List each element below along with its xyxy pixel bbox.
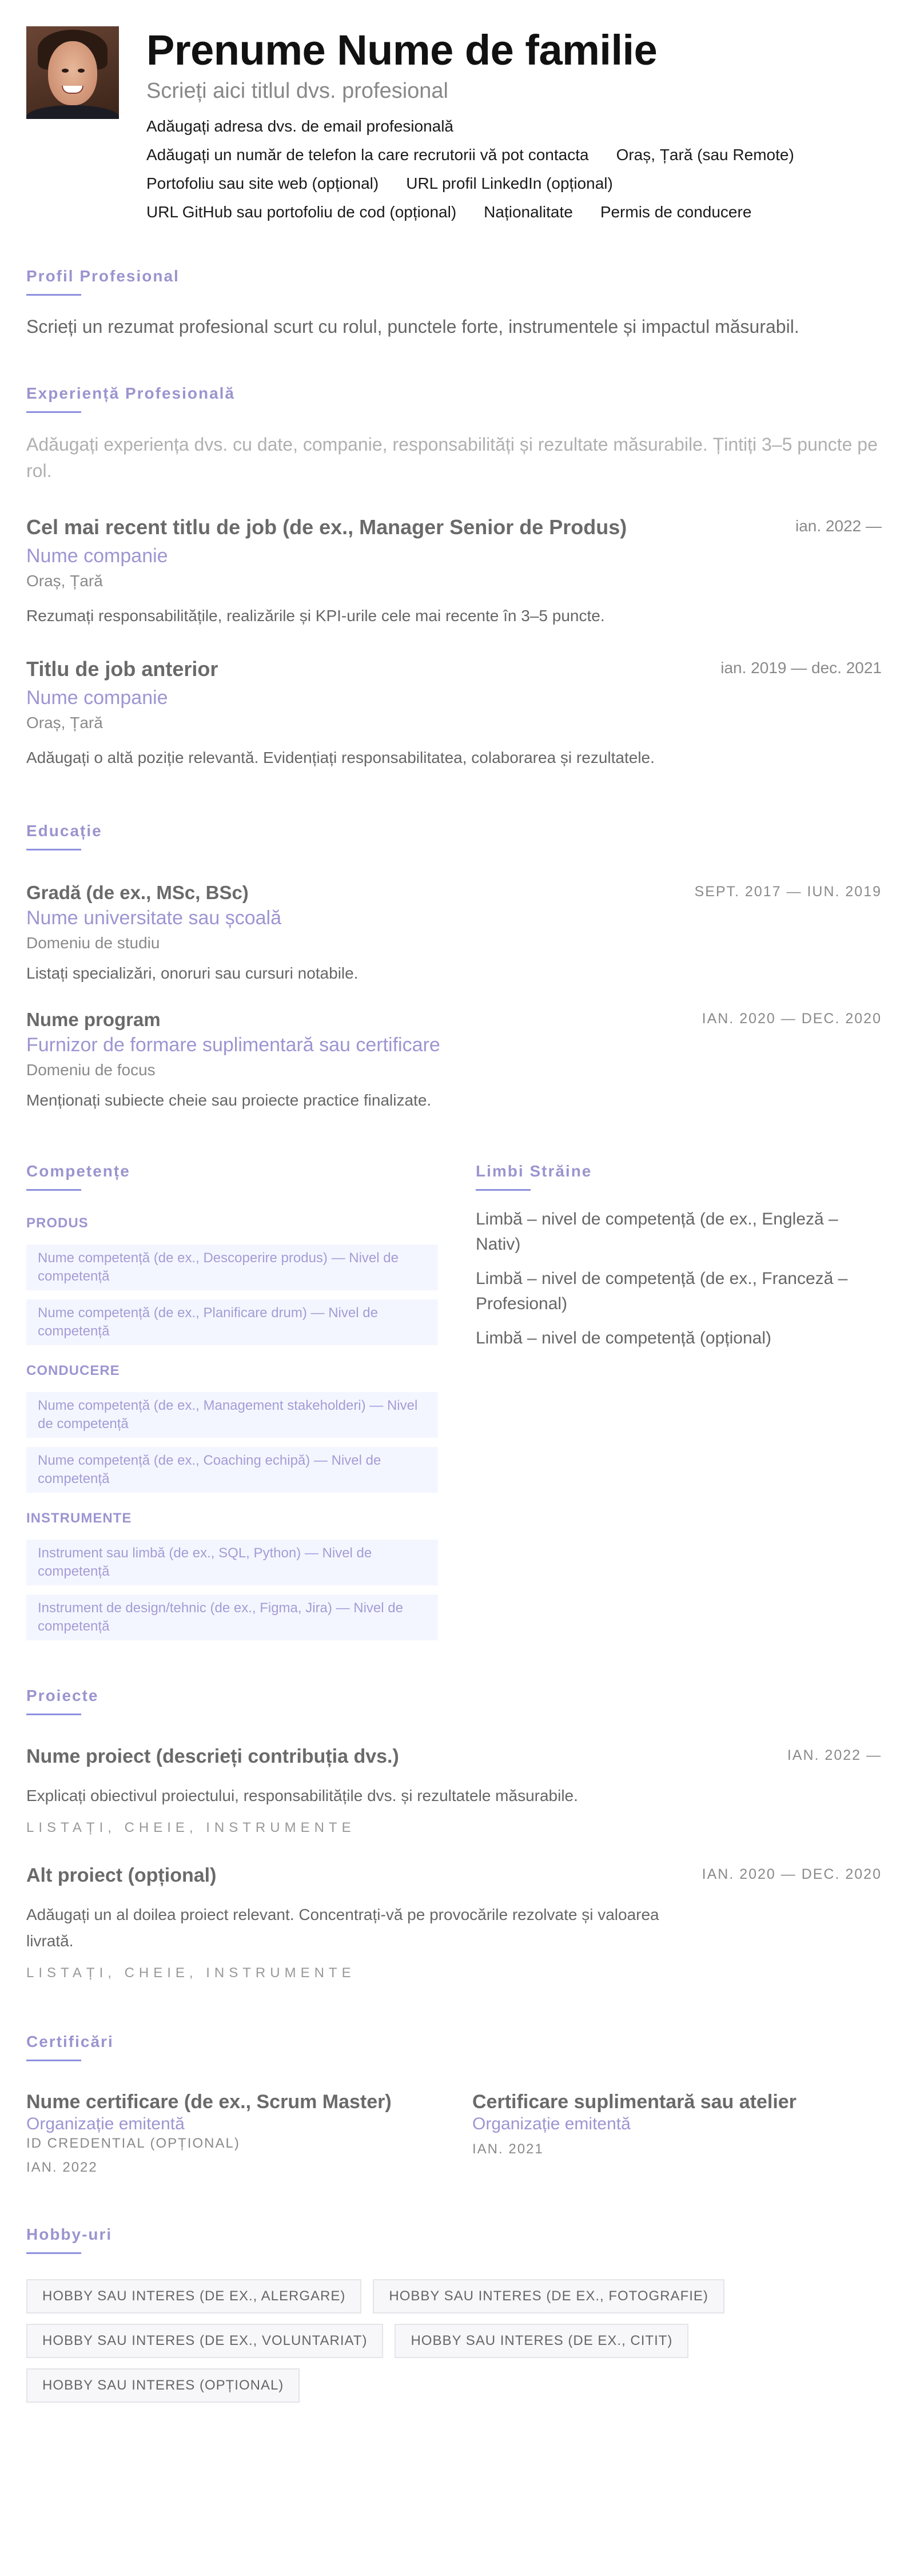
skills-languages-row — [26, 1162, 882, 1640]
certification-entry — [26, 2090, 472, 2177]
experience-entry — [26, 515, 882, 629]
hobby-list — [26, 2279, 770, 2413]
contact-row — [146, 117, 822, 136]
project-description: Explicați obiectivul proiectului, responsabilitățile dvs. și rezultatele măsurabile. — [26, 1787, 578, 1804]
section-underline — [26, 1714, 81, 1715]
section-education — [26, 821, 882, 1114]
company-name: Nume companie — [26, 545, 168, 567]
job-description: Rezumați responsabilitățile, realizările și KPI-urile cele mai recente în 3–5 puncte. — [26, 607, 605, 625]
contact-list — [146, 117, 822, 222]
experience-entry — [26, 657, 882, 771]
skill-chip: Nume competență (de ex., Planificare drum) — Nivel de competență — [26, 1299, 438, 1345]
entry-date: IAN. 2020 — DEC. 2020 — [702, 1011, 882, 1027]
entry-date: ian. 2022 — — [795, 517, 882, 535]
contact-email: Adăugați adresa dvs. de email profesională — [146, 117, 454, 135]
certifications-row — [26, 2090, 882, 2177]
section-title: Competențe — [26, 1162, 130, 1180]
entry-date: IAN. 2022 — — [787, 1747, 882, 1763]
section-underline — [26, 2060, 81, 2061]
job-description: Adăugați o altă poziție relevantă. Evidențiați responsabilitatea, colaborarea și rezultatele. — [26, 749, 655, 766]
section-experience — [26, 384, 882, 771]
skill-chip: Nume competență (de ex., Descoperire produs) — Nivel de competență — [26, 1245, 438, 1290]
skill-category: CONDUCERE — [26, 1363, 120, 1378]
issuing-organization: Organizație emitentă — [26, 2114, 185, 2133]
contact-row — [146, 202, 822, 222]
education-description: Listați specializări, onoruri sau cursuri notabile. — [26, 964, 359, 982]
entry-date: ian. 2019 — dec. 2021 — [720, 659, 882, 677]
header-info — [146, 26, 822, 231]
section-certifications — [26, 2032, 882, 2177]
section-title: Educație — [26, 822, 102, 840]
project-entry — [26, 1863, 882, 1983]
language-item: Limbă – nivel de competență (opțional) — [476, 1329, 771, 1347]
profile-summary: Scrieți un rezumat profesional scurt cu rolul, punctele forte, instrumentele și impactul măsurabil. — [26, 316, 799, 337]
section-title: Proiecte — [26, 1687, 99, 1704]
contact-linkedin[interactable]: URL profil LinkedIn (opțional) — [406, 174, 613, 192]
section-underline — [26, 294, 81, 296]
contact-github[interactable]: URL GitHub sau portofoliu de cod (opțional) — [146, 203, 457, 221]
section-underline — [26, 411, 81, 413]
degree-title: Gradă (de ex., MSc, BSc) — [26, 882, 249, 903]
company-name: Nume companie — [26, 687, 168, 709]
education-entry — [26, 1007, 882, 1114]
field-of-study: Domeniu de focus — [26, 1061, 156, 1079]
section-projects — [26, 1686, 882, 1983]
education-description: Menționați subiecte cheie sau proiecte practice finalizate. — [26, 1091, 432, 1109]
project-tags: LISTAȚI, CHEIE, INSTRUMENTE — [26, 1820, 356, 1835]
hobby-chip: HOBBY SAU INTERES (DE EX., VOLUNTARIAT) — [26, 2324, 383, 2358]
school-name: Nume universitate sau școală — [26, 907, 282, 929]
contact-row — [146, 145, 822, 165]
credential-id: ID CREDENTIAL (OPȚIONAL) — [26, 2136, 240, 2151]
skill-category: PRODUS — [26, 1215, 89, 1231]
project-tags: LISTAȚI, CHEIE, INSTRUMENTE — [26, 1965, 356, 1981]
certification-title: Nume certificare (de ex., Scrum Master) — [26, 2091, 392, 2113]
section-profile — [26, 267, 882, 339]
education-entry — [26, 880, 882, 987]
section-title: Experiență Profesională — [26, 384, 236, 402]
job-location: Oraș, Țară — [26, 572, 103, 590]
section-underline — [26, 2252, 81, 2254]
certification-entry — [472, 2090, 797, 2177]
project-title: Nume proiect (descrieți contribuția dvs.) — [26, 1746, 399, 1767]
entry-date: SEPT. 2017 — IUN. 2019 — [694, 884, 882, 900]
school-name: Furnizor de formare suplimentară sau certificare — [26, 1034, 440, 1056]
job-location: Oraș, Țară — [26, 714, 103, 732]
skill-category: INSTRUMENTE — [26, 1510, 132, 1526]
field-of-study: Domeniu de studiu — [26, 934, 160, 952]
language-item: Limbă – nivel de competență (de ex., Franceză – Profesional) — [476, 1269, 848, 1313]
certification-date: IAN. 2021 — [472, 2141, 544, 2157]
skill-chip: Nume competență (de ex., Management stakeholderi) — Nivel de competență — [26, 1392, 438, 1438]
profile-photo — [26, 26, 119, 119]
section-title: Profil Profesional — [26, 267, 180, 285]
issuing-organization: Organizație emitentă — [472, 2114, 631, 2133]
certification-date: IAN. 2022 — [26, 2160, 98, 2175]
section-languages — [476, 1162, 882, 1640]
contact-location: Oraș, Țară (sau Remote) — [616, 146, 794, 164]
section-underline — [476, 1189, 531, 1191]
section-underline — [26, 1189, 81, 1191]
resume-header — [26, 26, 882, 231]
project-description: Adăugați un al doilea proiect relevant. Concentrați-vă pe provocările rezolvate și valoarea livrată. — [26, 1906, 659, 1950]
contact-nationality: Naționalitate — [484, 203, 573, 221]
contact-driving-license: Permis de conducere — [600, 203, 752, 221]
section-title: Certificări — [26, 2033, 114, 2050]
skill-chip: Nume competență (de ex., Coaching echipă) — Nivel de competență — [26, 1447, 438, 1493]
section-hobbies — [26, 2225, 882, 2413]
skill-chip: Instrument de design/tehnic (de ex., Figma, Jira) — Nivel de competență — [26, 1595, 438, 1640]
job-title: Cel mai recent titlu de job (de ex., Manager Senior de Produs) — [26, 515, 627, 539]
hobby-chip: HOBBY SAU INTERES (DE EX., ALERGARE) — [26, 2279, 361, 2313]
degree-title: Nume program — [26, 1009, 161, 1030]
section-title: Limbi Străine — [476, 1162, 592, 1180]
language-item: Limbă – nivel de competență (de ex., Engleză – Nativ) — [476, 1210, 838, 1254]
contact-row — [146, 174, 822, 193]
skill-chip: Instrument sau limbă (de ex., SQL, Python) — Nivel de competență — [26, 1540, 438, 1585]
contact-phone: Adăugați un număr de telefon la care recrutorii vă pot contacta — [146, 146, 589, 164]
contact-website[interactable]: Portofoliu sau site web (opțional) — [146, 174, 379, 192]
project-entry — [26, 1744, 882, 1838]
certification-title: Certificare suplimentară sau atelier — [472, 2091, 797, 2113]
section-title: Hobby-uri — [26, 2225, 113, 2243]
section-underline — [26, 849, 81, 850]
project-title: Alt proiect (opțional) — [26, 1865, 217, 1886]
hobby-chip: HOBBY SAU INTERES (OPȚIONAL) — [26, 2368, 300, 2403]
hobby-chip: HOBBY SAU INTERES (DE EX., CITIT) — [395, 2324, 688, 2358]
hobby-chip: HOBBY SAU INTERES (DE EX., FOTOGRAFIE) — [373, 2279, 724, 2313]
professional-title: Scrieți aici titlul dvs. profesional — [146, 79, 448, 103]
entry-date: IAN. 2020 — DEC. 2020 — [702, 1866, 882, 1882]
section-skills — [26, 1162, 438, 1640]
experience-placeholder: Adăugați experiența dvs. cu date, companie, responsabilități și rezultate măsurabile. Țintiți 3–5 puncte pe rol. — [26, 434, 878, 481]
job-title: Titlu de job anterior — [26, 657, 218, 681]
full-name: Prenume Nume de familie — [146, 26, 658, 74]
